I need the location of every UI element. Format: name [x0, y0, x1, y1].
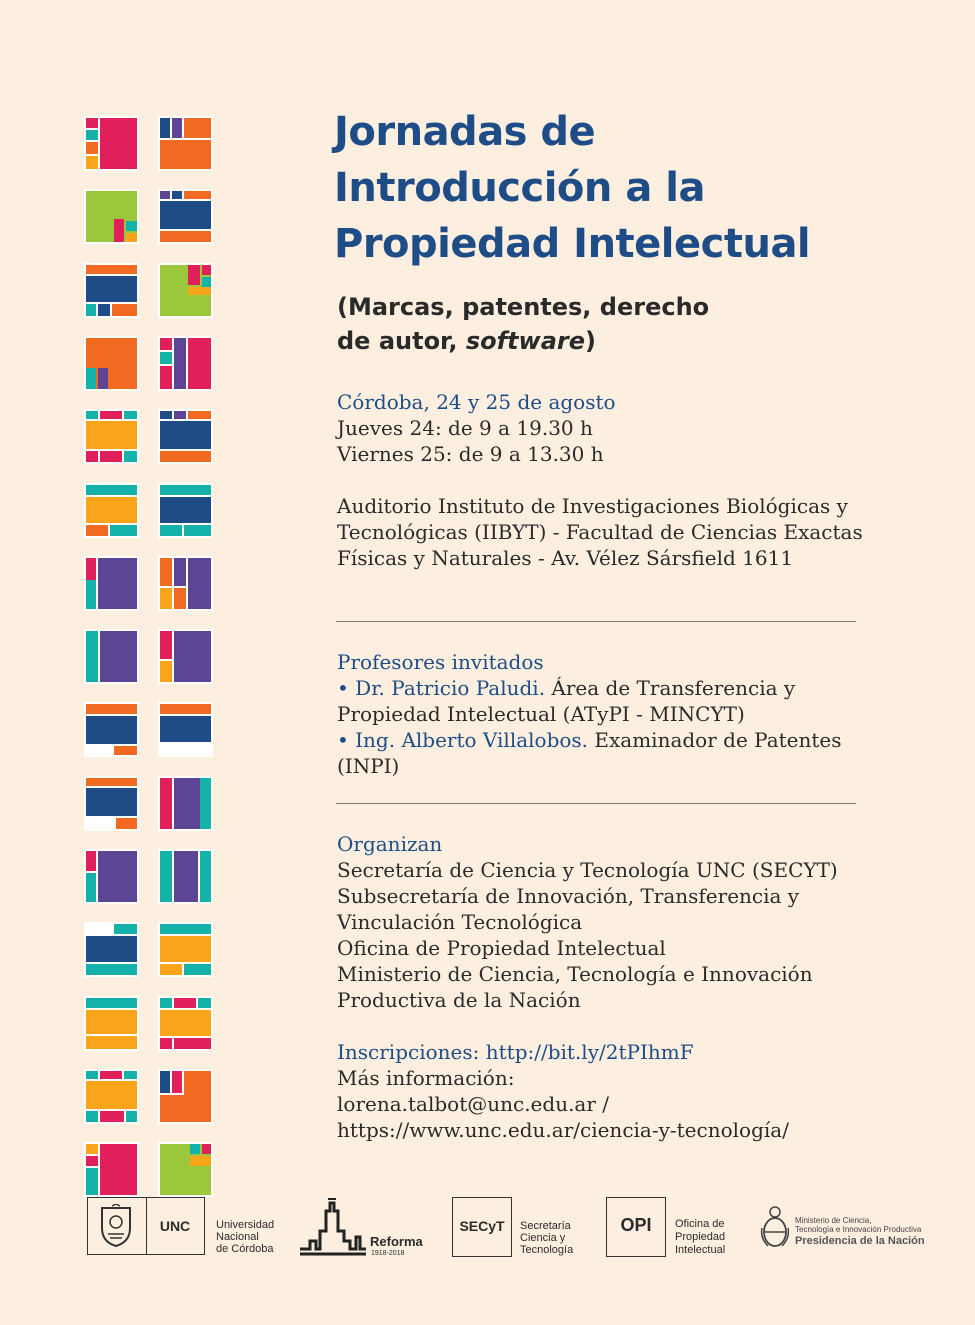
ministry-name: [795, 1216, 925, 1248]
registration-label: Inscripciones:: [337, 1040, 486, 1064]
pattern-tile: [158, 116, 213, 171]
pattern-block: [160, 497, 211, 523]
registration: [337, 1039, 877, 1143]
pattern-tile: [84, 116, 139, 171]
pattern-tile-graphic: [84, 629, 139, 684]
pattern-block: [160, 191, 170, 199]
pattern-block: [184, 118, 211, 138]
pattern-block: [86, 631, 98, 651]
pattern-block: [124, 1071, 137, 1079]
pattern-block: [160, 1010, 211, 1036]
pattern-block: [160, 558, 172, 586]
pattern-tile: [84, 263, 139, 318]
pattern-tile: [158, 996, 213, 1051]
pattern-block: [174, 588, 186, 609]
divider: [336, 803, 856, 804]
pattern-tile: [84, 336, 139, 391]
pattern-tile: [158, 1069, 213, 1124]
professor-role: Área de Transferencia y: [545, 676, 796, 700]
pattern-block: [174, 998, 196, 1008]
pattern-block: [190, 1144, 200, 1154]
pattern-block: [100, 118, 137, 169]
organizers: [337, 831, 877, 1013]
secyt-abbr: SECyT: [459, 1218, 505, 1234]
pattern-tile: [84, 849, 139, 904]
pattern-tile-graphic: [84, 1069, 139, 1124]
pattern-block: [184, 525, 211, 536]
footer-logos: [0, 1190, 975, 1270]
pattern-tile: [84, 702, 139, 757]
secyt-name-line: Tecnología: [520, 1244, 574, 1256]
pattern-block: [160, 201, 211, 229]
organizers-heading: Organizan: [337, 832, 443, 856]
unc-name: [216, 1219, 274, 1255]
pattern-block: [174, 558, 186, 586]
pattern-block: [160, 716, 211, 742]
presidency-name: Presidencia de la Nación: [795, 1235, 925, 1247]
pattern-tile-graphic: [84, 922, 139, 977]
pattern-block: [160, 421, 211, 449]
pattern-block: [160, 338, 172, 350]
pattern-block: [160, 411, 172, 419]
pattern-block: [160, 1038, 172, 1049]
professor-item: [337, 675, 877, 701]
professor-name: • Ing. Alberto Villalobos.: [337, 728, 589, 752]
pattern-tile-graphic: [84, 263, 139, 318]
pattern-block: [160, 851, 172, 902]
pattern-block: [184, 964, 211, 975]
pattern-tile: [158, 1142, 213, 1197]
professor-role: Propiedad Intelectual (ATyPI - MINCYT): [337, 702, 745, 726]
pattern-block: [86, 1010, 137, 1034]
pattern-block: [188, 411, 211, 419]
pattern-block: [86, 265, 137, 274]
pattern-block: [86, 1144, 98, 1154]
unc-name-line: de Córdoba: [216, 1243, 274, 1255]
pattern-block: [160, 998, 172, 1008]
pattern-block: [98, 304, 110, 316]
pattern-block: [86, 130, 98, 140]
pattern-block: [160, 366, 172, 389]
pattern-tile: [158, 922, 213, 977]
pattern-tile-graphic: [84, 483, 139, 538]
pattern-block: [160, 704, 187, 714]
organizer-line: Ministerio de Ciencia, Tecnología e Innovación: [337, 962, 813, 986]
opi-name-line: Oficina de: [675, 1218, 725, 1230]
pattern-block: [126, 233, 137, 242]
event-title: [334, 104, 894, 272]
venue: [337, 493, 877, 571]
pattern-tile-graphic: [84, 116, 139, 171]
title-line: Introducción a la: [334, 165, 705, 211]
pattern-tile-graphic: [84, 556, 139, 611]
pattern-tile-graphic: [158, 1142, 213, 1197]
subtitle-line: (Marcas, patentes, derecho: [337, 293, 710, 321]
pattern-tile: [158, 702, 213, 757]
schedule-day: Jueves 24: de 9 a 19.30 h: [337, 416, 593, 440]
pattern-tile-graphic: [84, 336, 139, 391]
contact-email[interactable]: lorena.talbot@unc.edu.ar /: [337, 1092, 610, 1116]
subtitle-text: de autor,: [337, 327, 466, 355]
pattern-tile: [84, 922, 139, 977]
pattern-tile: [158, 483, 213, 538]
pattern-block: [184, 191, 211, 199]
unc-shield-icon: [96, 1204, 136, 1248]
pattern-block: [86, 525, 108, 536]
pattern-block: [86, 558, 96, 580]
pattern-block: [188, 338, 211, 389]
registration-link[interactable]: http://bit.ly/2tPIhmF: [485, 1040, 694, 1064]
pattern-tile-graphic: [158, 776, 213, 831]
pattern-tile: [158, 189, 213, 244]
pattern-tile: [84, 189, 139, 244]
pattern-tile-graphic: [158, 1069, 213, 1124]
schedule-day: Viernes 25: de 9 a 13.30 h: [337, 442, 604, 466]
pattern-tile-graphic: [158, 702, 213, 757]
opi-name-line: Propiedad: [675, 1231, 726, 1243]
professor-role: Examinador de Patentes: [588, 728, 842, 752]
pattern-block: [86, 276, 137, 302]
pattern-block: [198, 998, 211, 1008]
pattern-tile-graphic: [84, 1142, 139, 1197]
pattern-block: [98, 368, 108, 389]
pattern-tile-graphic: [84, 996, 139, 1051]
professor-name: • Dr. Patricio Paludi.: [337, 676, 546, 700]
pattern-block: [112, 304, 137, 316]
pattern-block: [160, 1095, 211, 1122]
pattern-block: [86, 304, 96, 316]
pattern-tile-graphic: [158, 116, 213, 171]
professor-role: (INPI): [337, 754, 400, 778]
pattern-block: [160, 1071, 170, 1093]
schedule: [337, 389, 877, 467]
pattern-block: [98, 558, 137, 609]
pattern-block: [114, 219, 124, 242]
pattern-block: [172, 118, 182, 138]
pattern-block: [160, 525, 182, 536]
reforma-word: Reforma: [370, 1234, 423, 1249]
pattern-tile-graphic: [84, 189, 139, 244]
venue-line: Auditorio Instituto de Investigaciones Biológicas y: [337, 494, 848, 518]
professor-item: [337, 727, 877, 753]
pattern-block: [172, 191, 182, 199]
subtitle-text: ): [585, 327, 596, 355]
pattern-tile: [84, 409, 139, 464]
pattern-block: [114, 746, 137, 755]
pattern-block: [86, 1111, 98, 1122]
pattern-block: [172, 1071, 182, 1093]
pattern-block: [86, 1071, 98, 1079]
pattern-block: [86, 936, 137, 962]
pattern-block: [160, 352, 172, 364]
pattern-tile: [84, 629, 139, 684]
pattern-block: [202, 1144, 211, 1154]
pattern-block: [160, 231, 211, 242]
pattern-tile-graphic: [158, 409, 213, 464]
pattern-block: [86, 851, 96, 871]
more-info-label: Más información:: [337, 1066, 515, 1090]
pattern-tile: [158, 629, 213, 684]
pattern-tile: [84, 1069, 139, 1124]
pattern-block: [86, 142, 98, 154]
pattern-block: [124, 411, 137, 419]
pattern-block: [86, 368, 96, 389]
pattern-tile-graphic: [158, 629, 213, 684]
pattern-block: [200, 851, 211, 902]
title-line: Jornadas de: [334, 109, 596, 155]
ministry-line: Tecnología e Innovación Productiva: [795, 1225, 922, 1234]
subtitle-line: [337, 324, 757, 358]
pattern-block: [160, 485, 211, 495]
registration-line: [337, 1039, 877, 1065]
pattern-block: [160, 588, 172, 609]
pattern-block: [86, 778, 137, 786]
organizer-line: Vinculación Tecnológica: [337, 910, 583, 934]
opi-abbr: OPI: [620, 1215, 652, 1235]
pattern-tile-graphic: [84, 776, 139, 831]
pattern-block: [174, 338, 186, 389]
pattern-tile: [158, 556, 213, 611]
pattern-tile: [158, 849, 213, 904]
pattern-tile-graphic: [84, 849, 139, 904]
organizer-line: Secretaría de Ciencia y Tecnología UNC (SECYT): [337, 858, 838, 882]
pattern-block: [202, 265, 211, 275]
pattern-block: [110, 525, 137, 536]
title-line: Propiedad Intelectual: [334, 221, 811, 267]
pattern-block: [86, 716, 137, 744]
pattern-tile-graphic: [158, 996, 213, 1051]
pattern-block: [190, 1156, 211, 1166]
pattern-block: [160, 118, 170, 138]
venue-line: Tecnológicas (IIBYT) - Facultad de Ciencias Exactas: [337, 520, 863, 544]
pattern-block: [100, 1071, 122, 1079]
pattern-block: [174, 851, 198, 902]
pattern-block: [174, 631, 211, 682]
pattern-block: [86, 788, 137, 816]
reforma-years: 1918-2018: [371, 1250, 405, 1257]
ministry-line: Ministerio de Ciencia,: [795, 1216, 872, 1225]
organizer-line: Subsecretaría de Innovación, Transferencia y: [337, 884, 800, 908]
reforma-building-icon: [298, 1197, 368, 1257]
pattern-tile: [84, 556, 139, 611]
divider: [336, 621, 856, 622]
event-subtitle: [337, 290, 757, 358]
pattern-tile-graphic: [158, 483, 213, 538]
pattern-block: [160, 661, 172, 682]
pattern-block: [86, 421, 137, 449]
pattern-block: [160, 451, 211, 462]
secyt-name-line: Ciencia y: [520, 1232, 566, 1244]
pattern-block: [174, 411, 186, 419]
secyt-logo: [452, 1197, 512, 1257]
opi-name: [675, 1218, 725, 1257]
pattern-block: [86, 998, 137, 1008]
pattern-block: [100, 1144, 137, 1195]
pattern-block: [86, 451, 98, 462]
schedule-heading: Córdoba, 24 y 25 de agosto: [337, 390, 616, 414]
pattern-block: [160, 778, 172, 829]
pattern-tile: [158, 263, 213, 318]
secyt-name: [520, 1220, 573, 1256]
unc-logo: [87, 1197, 205, 1255]
pattern-block: [202, 277, 211, 287]
pattern-tile: [158, 336, 213, 391]
organizer-line: Productiva de la Nación: [337, 988, 581, 1012]
pattern-tile: [84, 1142, 139, 1197]
pattern-block: [188, 287, 211, 295]
pattern-block: [86, 1081, 137, 1109]
professors: [337, 649, 877, 779]
pattern-tile-graphic: [84, 702, 139, 757]
venue-line: Físicas y Naturales - Av. Vélez Sársfield 1611: [337, 546, 794, 570]
pattern-block: [86, 118, 98, 128]
pattern-block: [188, 704, 211, 714]
pattern-block: [200, 778, 211, 829]
pattern-block: [86, 485, 137, 495]
pattern-block: [86, 411, 98, 419]
pattern-tile: [84, 996, 139, 1051]
pattern-block: [86, 1036, 137, 1049]
pattern-block: [86, 964, 137, 975]
subtitle-italic-text: software: [465, 327, 586, 355]
unc-name-line: Universidad: [216, 1219, 275, 1231]
secyt-name-line: Secretaría: [520, 1220, 571, 1232]
opi-logo: [606, 1197, 666, 1257]
pattern-block: [174, 1038, 211, 1049]
pattern-block: [86, 156, 98, 169]
pattern-tile: [84, 776, 139, 831]
pattern-block: [160, 631, 172, 659]
pattern-block: [160, 140, 211, 169]
unc-name-line: Nacional: [216, 1231, 259, 1243]
pattern-block: [86, 704, 137, 714]
opi-name-line: Intelectual: [675, 1244, 726, 1256]
pattern-block: [100, 1111, 124, 1122]
pattern-block: [188, 265, 200, 285]
professors-heading: Profesores invitados: [337, 650, 544, 674]
website-link[interactable]: https://www.unc.edu.ar/ciencia-y-tecnología/: [337, 1118, 789, 1142]
pattern-block: [160, 936, 211, 962]
pattern-tile-graphic: [158, 922, 213, 977]
pattern-block: [100, 451, 122, 462]
national-emblem-icon: [760, 1204, 790, 1250]
pattern-block: [100, 631, 137, 682]
pattern-tile-graphic: [84, 409, 139, 464]
pattern-block: [160, 924, 211, 934]
pattern-tile: [84, 483, 139, 538]
pattern-block: [86, 873, 96, 902]
pattern-tile: [158, 409, 213, 464]
pattern-block: [86, 1156, 98, 1166]
pattern-tile-graphic: [158, 849, 213, 904]
pattern-block: [124, 451, 137, 462]
pattern-block: [86, 497, 137, 523]
pattern-block: [126, 1111, 137, 1122]
pattern-tile-graphic: [158, 556, 213, 611]
argentina-shield-icon: [760, 1204, 790, 1250]
pattern-block: [160, 964, 182, 975]
organizer-line: Oficina de Propiedad Intelectual: [337, 936, 666, 960]
pattern-tile-graphic: [158, 189, 213, 244]
unc-abbr: UNC: [159, 1218, 191, 1234]
pattern-block: [126, 221, 137, 231]
pattern-block: [98, 851, 137, 902]
reforma-logo: [298, 1197, 438, 1257]
pattern-block: [114, 924, 137, 934]
pattern-block: [116, 818, 137, 829]
title-block: [334, 104, 894, 272]
pattern-tile-graphic: [158, 336, 213, 391]
pattern-block: [188, 558, 211, 609]
pattern-tile-graphic: [158, 263, 213, 318]
pattern-tile: [158, 776, 213, 831]
pattern-block: [100, 411, 122, 419]
